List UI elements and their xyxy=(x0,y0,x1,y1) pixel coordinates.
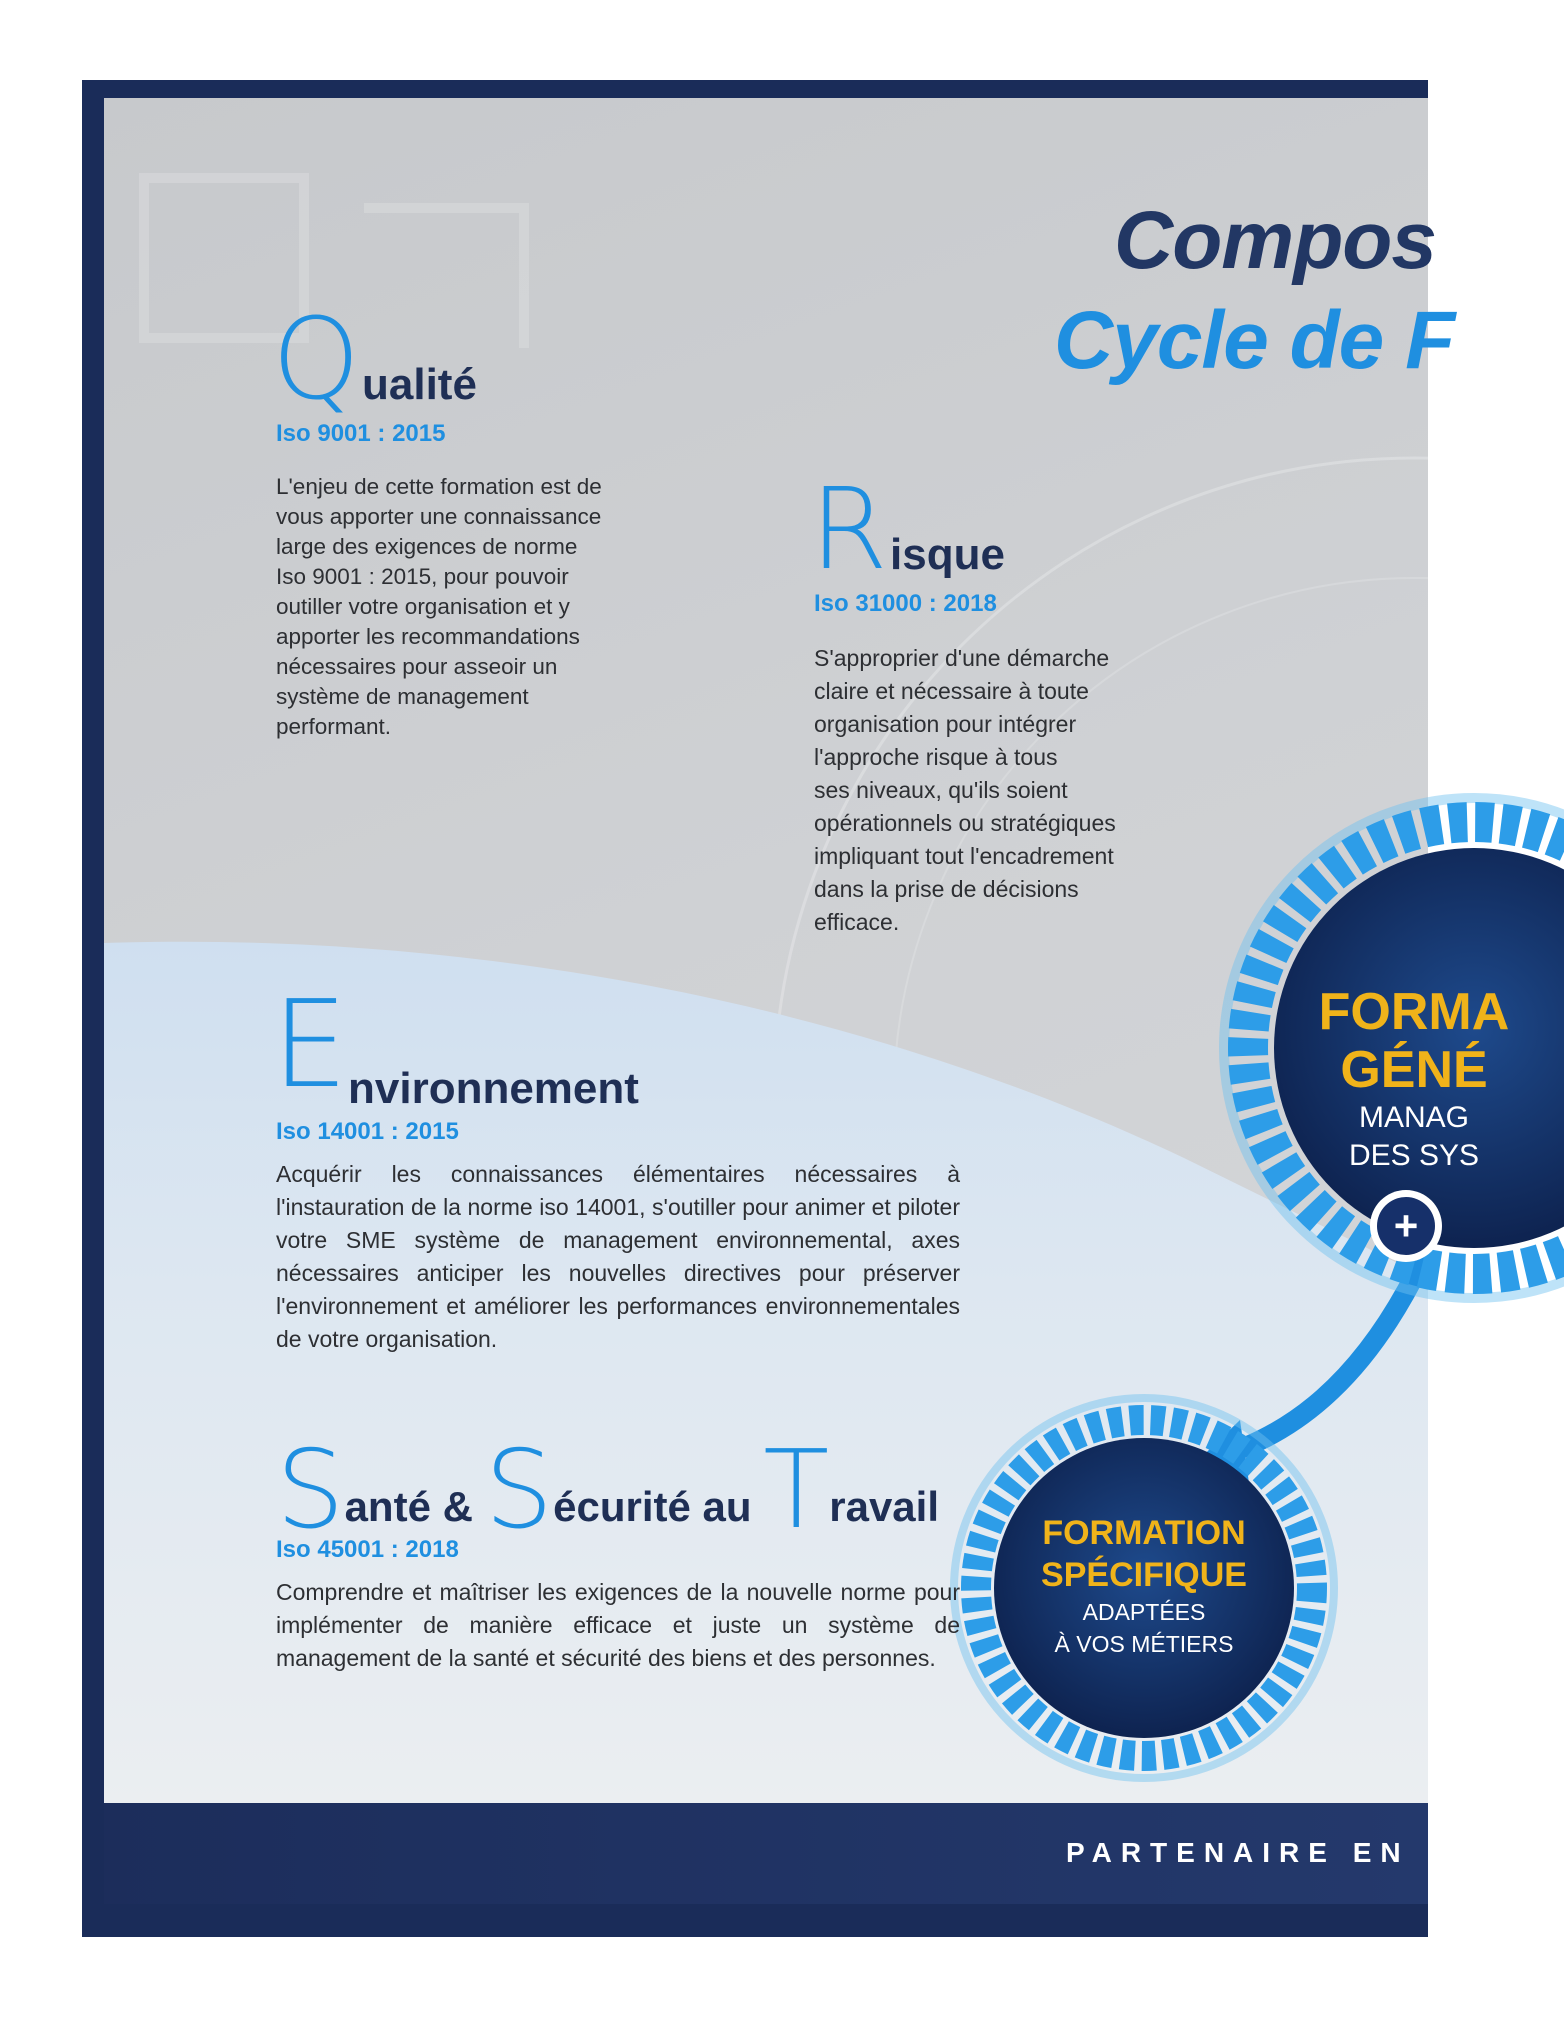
body-line: dans la prise de décisions xyxy=(814,876,1079,902)
section-body: Acquérir les connaissances élémentaires nécessaires à l'instauration de la norme iso 14001, s'outiller pour animer et piloter votre SME système de management environnemental, axes nécessaires anticiper les nouvelles directives pour préserver l'environnement et améliorer les performances environnementales de votre organisation. xyxy=(276,1161,960,1352)
circle-title-line: GÉNÉ xyxy=(1340,1041,1488,1099)
heading-rest-securite: écurité au xyxy=(553,1483,764,1530)
section-qualite xyxy=(272,295,676,742)
circle-title-line: FORMATION xyxy=(1042,1514,1246,1552)
iso-standard: Iso 9001 : 2015 xyxy=(276,420,446,447)
circle-title-line: FORMA xyxy=(1318,983,1510,1041)
section-body xyxy=(814,642,1174,939)
section-body xyxy=(276,472,676,742)
body-line: outiller votre organisation et y xyxy=(276,594,570,619)
body-line: impliquant tout l'encadrement xyxy=(814,843,1114,869)
body-line: apporter les recommandations xyxy=(276,624,580,649)
heading-rest: ualité xyxy=(362,360,477,409)
body-line: performant. xyxy=(276,714,392,739)
body-line: système de management xyxy=(276,684,529,709)
circle-title-line: SPÉCIFIQUE xyxy=(1041,1556,1247,1594)
heading-initial: E xyxy=(272,976,348,1115)
body-line: efficace. xyxy=(814,909,900,935)
heading-rest: isque xyxy=(890,530,1005,579)
heading-rest: nvironnement xyxy=(348,1064,639,1113)
body-line: claire et nécessaire à toute xyxy=(814,678,1089,704)
circle-subtitle-line: ADAPTÉES xyxy=(1082,1599,1206,1625)
circle-subtitle-line: MANAG xyxy=(1358,1101,1469,1134)
heading-initial-s: S xyxy=(276,1428,345,1553)
circle-subtitle-line: DES SYS xyxy=(1348,1139,1480,1172)
heading-initial: R xyxy=(810,465,888,595)
heading-rest-sante: anté & xyxy=(344,1483,485,1530)
body-line: S'approprier d'une démarche xyxy=(814,645,1110,671)
footer-band xyxy=(104,1803,1428,1904)
body-line: vous apporter une connaissance xyxy=(276,504,602,529)
body-line: large des exigences de norme xyxy=(276,534,578,559)
plus-badge xyxy=(1370,1190,1442,1262)
poster-frame xyxy=(82,80,1510,1937)
section-heading xyxy=(810,465,1174,595)
circle-subtitle-line: À VOS MÉTIERS xyxy=(1054,1631,1234,1657)
body-line: L'enjeu de cette formation est de xyxy=(276,474,602,499)
section-sante-securite xyxy=(276,1428,960,1675)
formation-specifique-label xyxy=(1024,1512,1264,1660)
iso-standard: Iso 45001 : 2018 xyxy=(276,1536,459,1563)
heading-initial-s2: S xyxy=(484,1428,554,1553)
iso-standard: Iso 31000 : 2018 xyxy=(814,590,997,617)
section-heading xyxy=(272,295,676,425)
section-risque xyxy=(810,465,1174,939)
body-line: opérationnels ou stratégiques xyxy=(814,810,1116,836)
body-line: ses niveaux, qu'ils soient xyxy=(814,777,1068,803)
heading-initial: Q xyxy=(272,295,361,425)
body-line: nécessaires pour asseoir un xyxy=(276,654,558,679)
body-line: l'approche risque à tous xyxy=(814,744,1058,770)
section-environnement xyxy=(272,976,960,1356)
iso-standard: Iso 14001 : 2015 xyxy=(276,1118,459,1145)
title-line-2: Cycle de F xyxy=(1054,295,1455,386)
section-heading xyxy=(272,976,960,1115)
formation-generale-label xyxy=(1264,983,1564,1175)
title-line-1: Compos xyxy=(1114,195,1436,286)
heading-initial-t: T xyxy=(763,1428,830,1553)
body-line: Iso 9001 : 2015, pour pouvoir xyxy=(276,564,569,589)
heading-rest-travail: ravail xyxy=(829,1483,939,1530)
poster-panel xyxy=(104,98,1510,1904)
footer-text: PARTENAIRE EN xyxy=(1066,1837,1410,1868)
body-line: organisation pour intégrer xyxy=(814,711,1077,737)
plus-icon: + xyxy=(1393,1202,1419,1249)
section-body: Comprendre et maîtriser les exigences de la nouvelle norme pour implémenter de manière efficace et juste un système de management de la santé et sécurité des biens et des personnes. xyxy=(276,1579,960,1671)
